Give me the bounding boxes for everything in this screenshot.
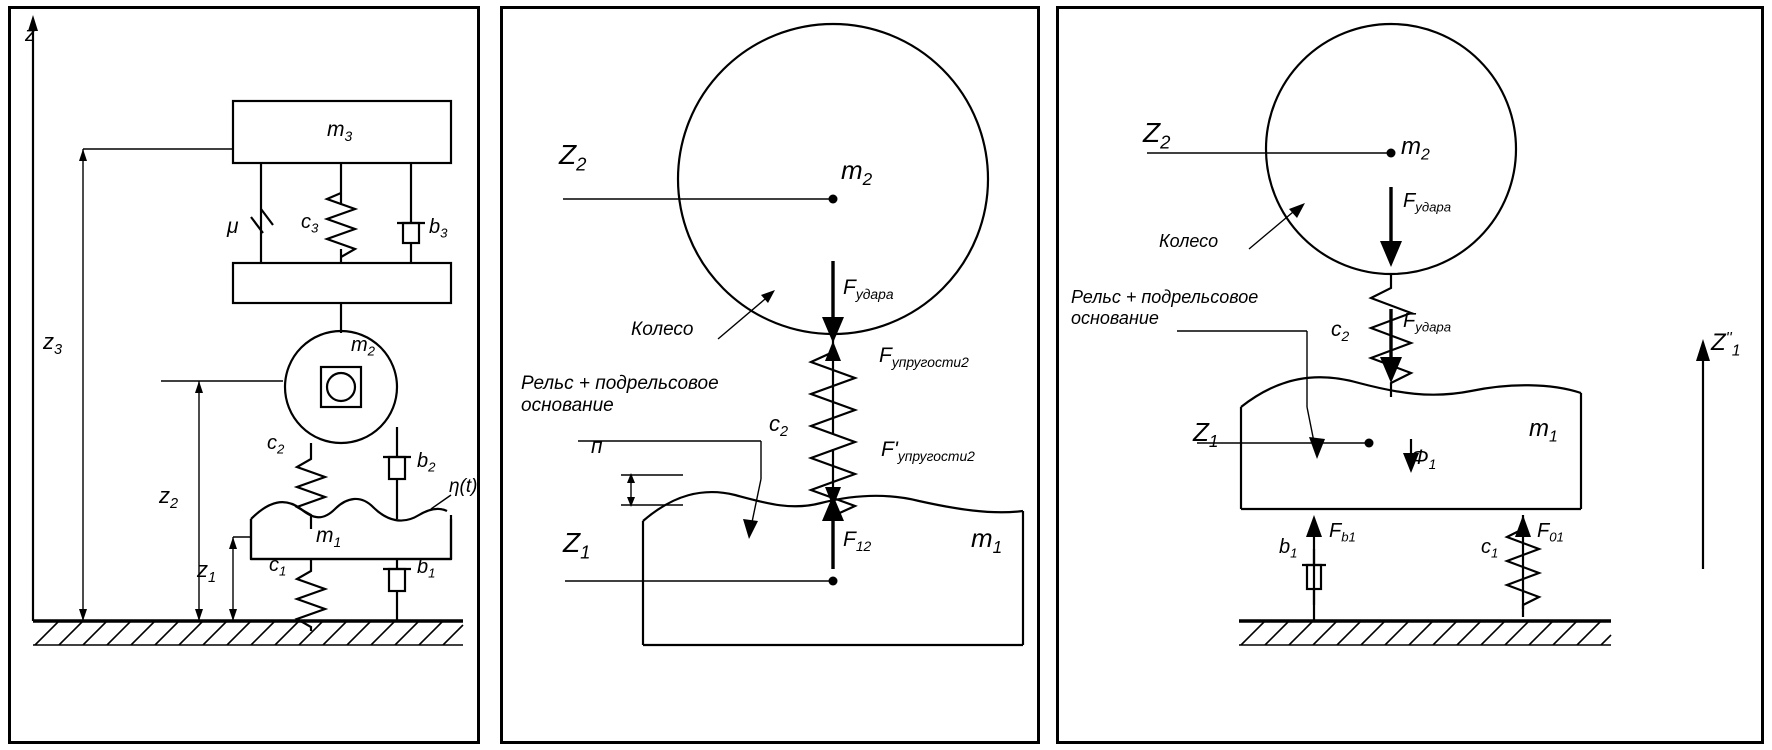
note-wheel: Колесо [631,319,694,340]
label-coord-Z1: $Z_1$ [563,527,591,563]
panel-three-mass-model [8,6,480,744]
label-force-Fb1: $F_{b1}$ [1329,520,1356,545]
label-coord-z2: $z_2$ [159,483,179,513]
label-force-elastic2: $F_{упругости2}$ [879,344,969,370]
label-friction-mu: μ [227,215,239,238]
label-force-impact-top: $F_{удара}$ [1403,190,1452,215]
panel-wheel-rail-elastic [500,6,1040,744]
label-spring-c2: $c_2$ [1331,318,1350,344]
label-spring-c2: $c_2$ [267,432,285,457]
label-spring-c1: $c_1$ [1481,536,1499,561]
label-damper-b1: $b_1$ [1279,536,1298,561]
label-spring-c2: $c_2$ [769,411,789,441]
label-damper-b1: $b_1$ [417,556,436,581]
panel-1-drawing [11,9,483,747]
label-force-phi1: $\Phi_1$ [1411,446,1437,472]
label-force-impact-spring: $F_{удара}$ [1403,310,1452,335]
label-mass-3: $m_3$ [327,118,353,144]
label-mass-1: $m_1$ [1529,415,1558,446]
label-mass-1: $m_1$ [316,524,342,550]
label-coord-z3: $z_3$ [43,329,63,359]
label-coord-Z2: $Z_2$ [1143,117,1171,153]
label-force-F01: $F_{01}$ [1537,520,1564,545]
label-force-F12: $F_{12}$ [843,528,872,554]
note-rail-base: Рельс + подрельсовое основание [1071,287,1259,328]
label-damper-b3: $b_3$ [429,216,448,241]
label-spring-c1: $c_1$ [269,554,287,579]
label-coord-Z2: $Z_2$ [559,139,587,175]
note-wheel: Колесо [1159,231,1219,251]
label-spring-c3: $c_3$ [301,211,319,236]
ground-hatching [33,621,463,645]
label-mass-1: $m_1$ [971,523,1003,557]
note-rail-base: Рельс + подрельсовое основание [521,373,719,416]
label-force-elastic2-prime: $F'_{упругости2}$ [881,438,975,464]
label-mass-2: $m_2$ [841,155,873,189]
ground-hatching [1239,621,1611,645]
label-mass-2: $m_2$ [1401,133,1430,164]
label-mass-2: $m_2$ [351,334,376,359]
panel-free-body-diagram [1056,6,1764,744]
label-coord-z1: $z_1$ [197,557,217,587]
label-force-impact: $F_{удара}$ [843,276,894,302]
label-coord-Z1-second-deriv: $Z''_1$ [1711,329,1741,360]
axis-label-z: z [25,24,35,46]
label-coord-Z1: $Z_1$ [1193,417,1219,451]
label-irregularity-eta: η(t) [449,476,478,497]
label-damper-b2: $b_2$ [417,450,436,475]
label-gap-n: п [591,435,603,458]
